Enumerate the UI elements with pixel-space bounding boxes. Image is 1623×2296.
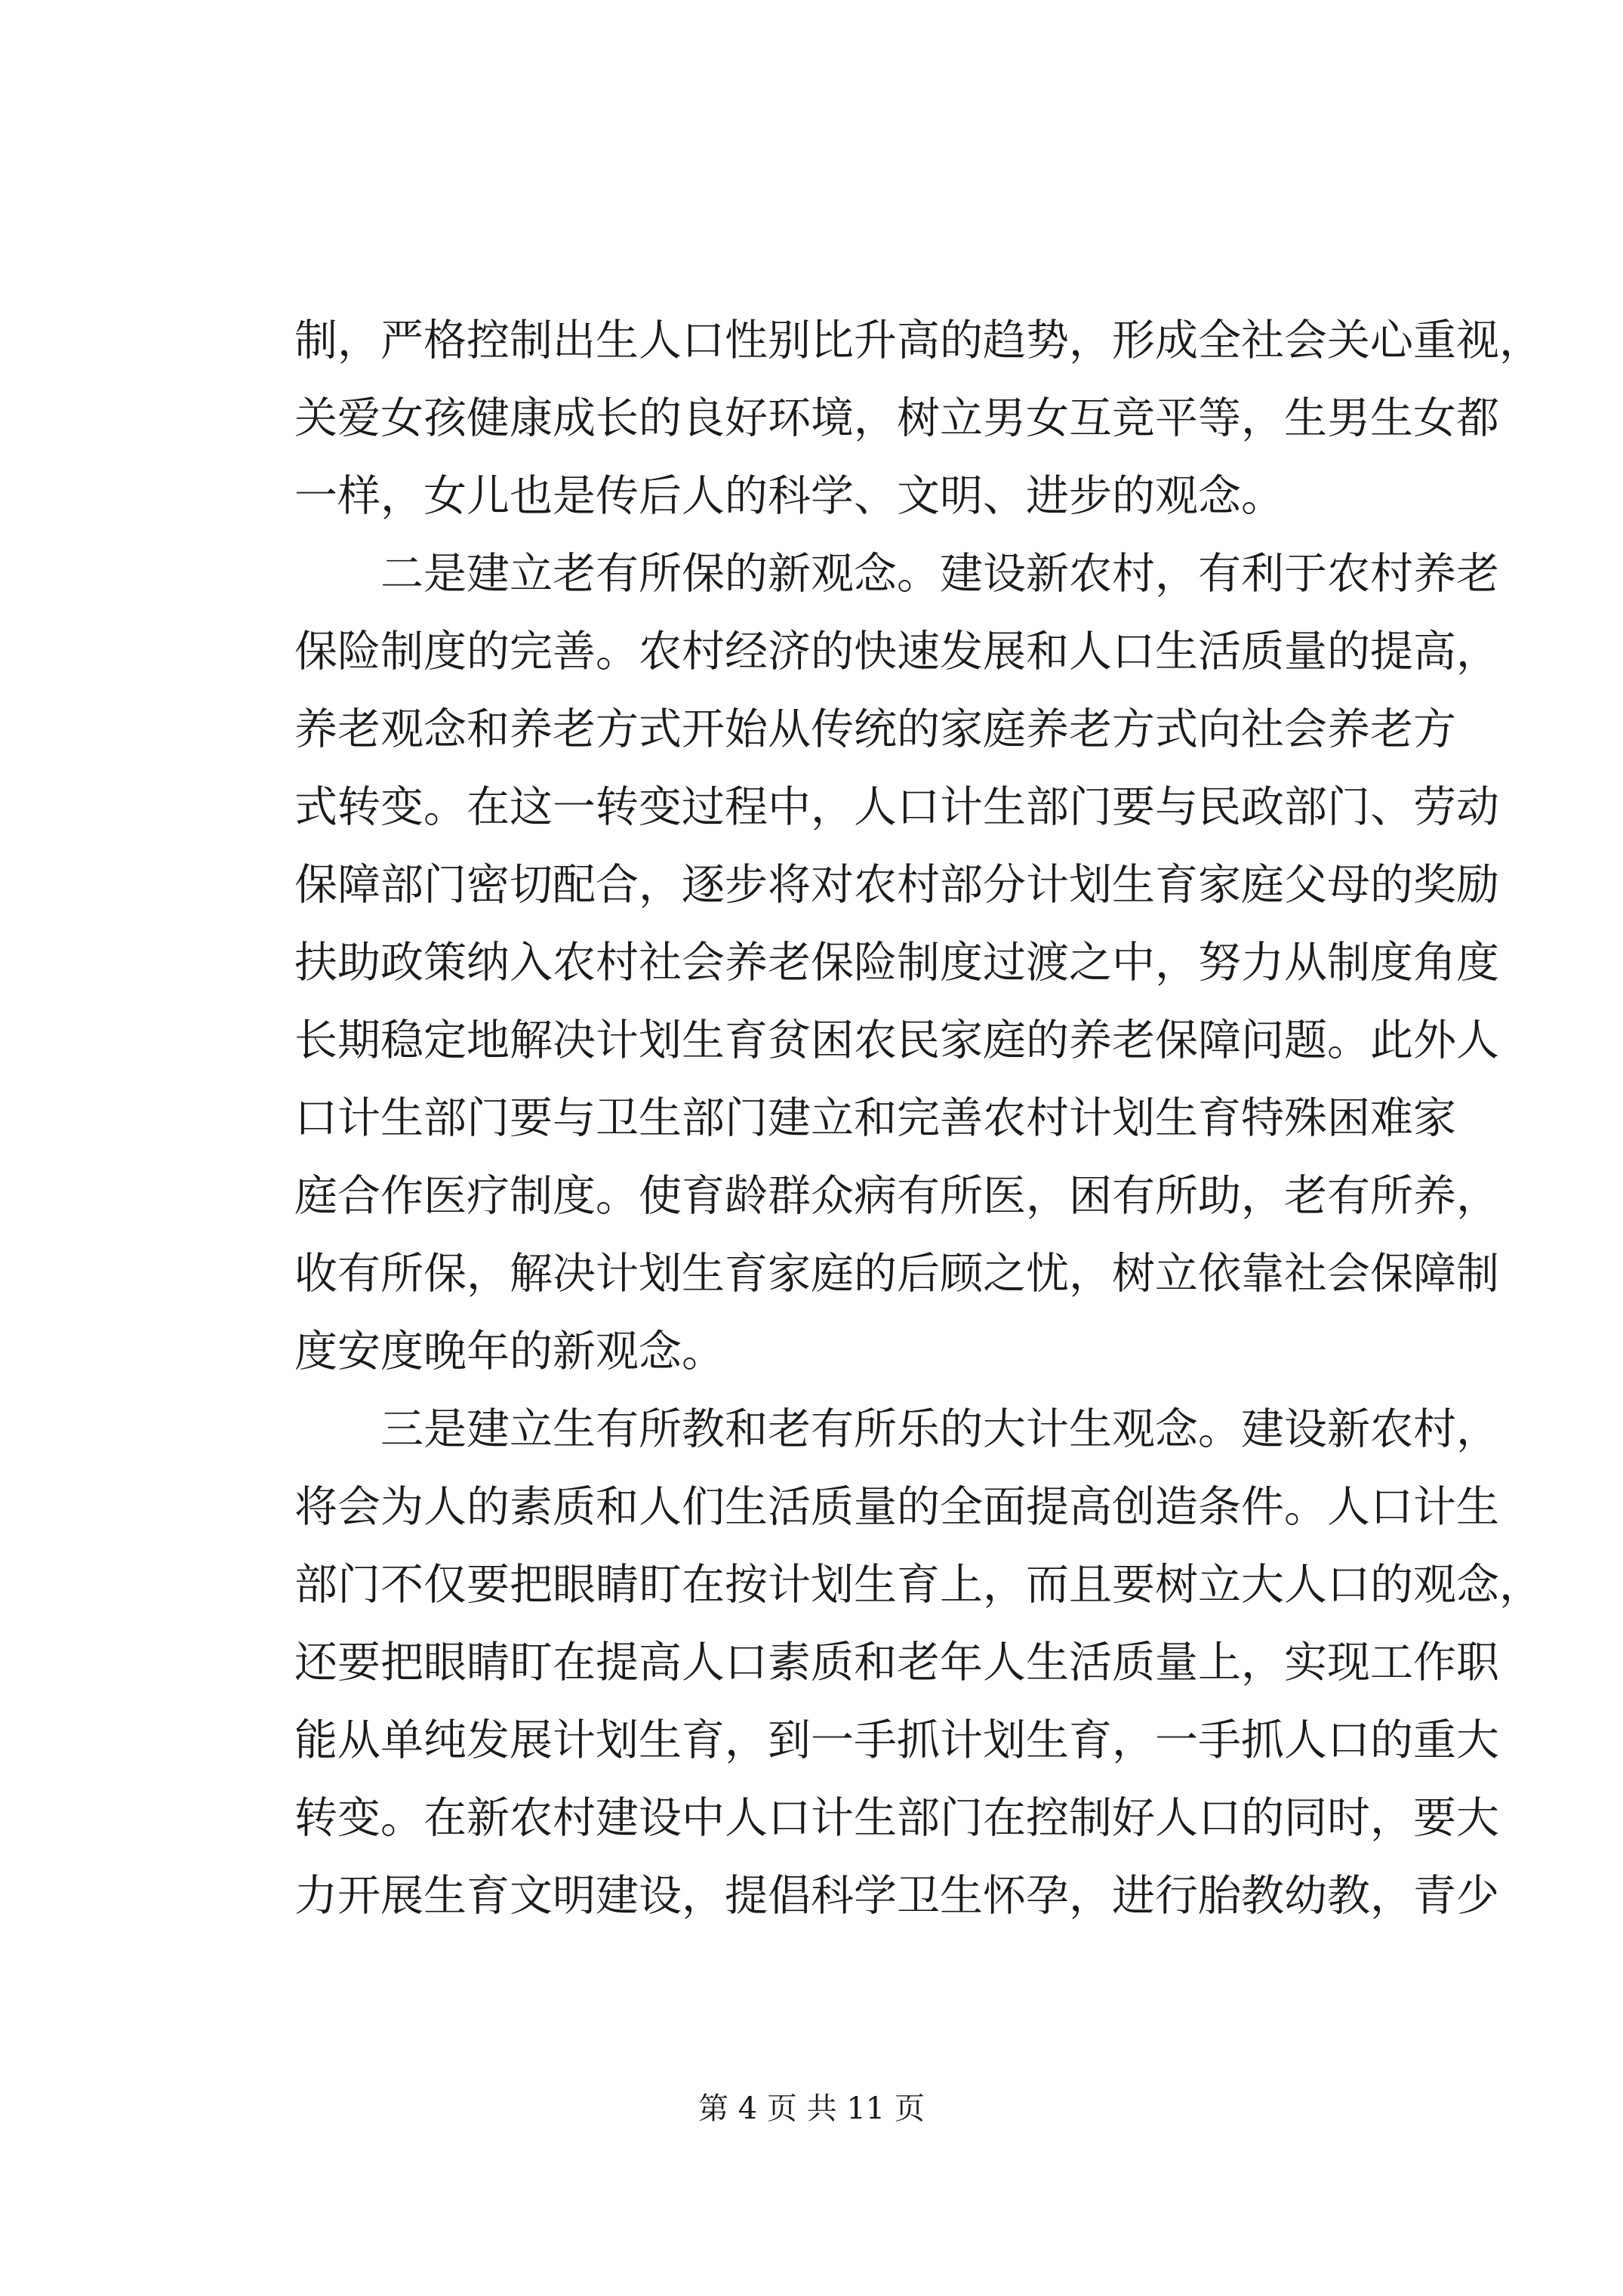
text-line: 转变。在新农村建设中人口计生部门在控制好人口的同时，要大	[294, 1793, 1499, 1843]
text-line: 度安度晚年的新观念。	[294, 1327, 725, 1376]
text-line: 庭合作医疗制度。使育龄群众病有所医，困有所助，老有所养，	[294, 1171, 1499, 1221]
text-line: 口计生部门要与卫生部门建立和完善农村计划生育特殊困难家	[294, 1093, 1456, 1143]
text-line: 收有所保，解决计划生育家庭的后顾之忧，树立依靠社会保障制	[294, 1249, 1499, 1299]
text-line: 长期稳定地解决计划生育贫困农民家庭的养老保障问题。此外人	[294, 1015, 1499, 1065]
text-line: 扶助政策纳入农村社会养老保险制度过渡之中，努力从制度角度	[294, 938, 1499, 988]
text-line: 保险制度的完善。农村经济的快速发展和人口生活质量的提高，	[294, 627, 1499, 676]
text-line: 三是建立生有所教和老有所乐的大计生观念。建设新农村，	[380, 1404, 1499, 1454]
text-line: 力开展生育文明建设，提倡科学卫生怀孕，进行胎教幼教，青少	[294, 1871, 1499, 1921]
text-line: 二是建立老有所保的新观念。建设新农村，有利于农村养老	[380, 549, 1499, 599]
body-text	[294, 302, 1542, 1935]
text-line: 式转变。在这一转变过程中，人口计生部门要与民政部门、劳动	[294, 782, 1499, 832]
text-line: 制，严格控制出生人口性别比升高的趋势，形成全社会关心重视，	[294, 316, 1542, 365]
text-line: 部门不仅要把眼睛盯在按计划生育上，而且要树立大人口的观念，	[294, 1560, 1542, 1610]
page-footer: 第 4 页 共 11 页	[698, 2091, 925, 2126]
text-line: 将会为人的素质和人们生活质量的全面提高创造条件。人口计生	[294, 1482, 1499, 1532]
text-line: 一样，女儿也是传后人的科学、文明、进步的观念。	[294, 471, 1284, 521]
text-line: 能从单纯发展计划生育，到一手抓计划生育，一手抓人口的重大	[294, 1715, 1499, 1765]
text-line: 关爱女孩健康成长的良好环境，树立男女互竞平等，生男生女都	[294, 393, 1499, 443]
text-line: 保障部门密切配合，逐步将对农村部分计划生育家庭父母的奖励	[294, 860, 1499, 910]
text-line: 养老观念和养老方式开始从传统的家庭养老方式向社会养老方	[294, 704, 1456, 754]
text-line: 还要把眼睛盯在提高人口素质和老年人生活质量上，实现工作职	[294, 1638, 1499, 1687]
